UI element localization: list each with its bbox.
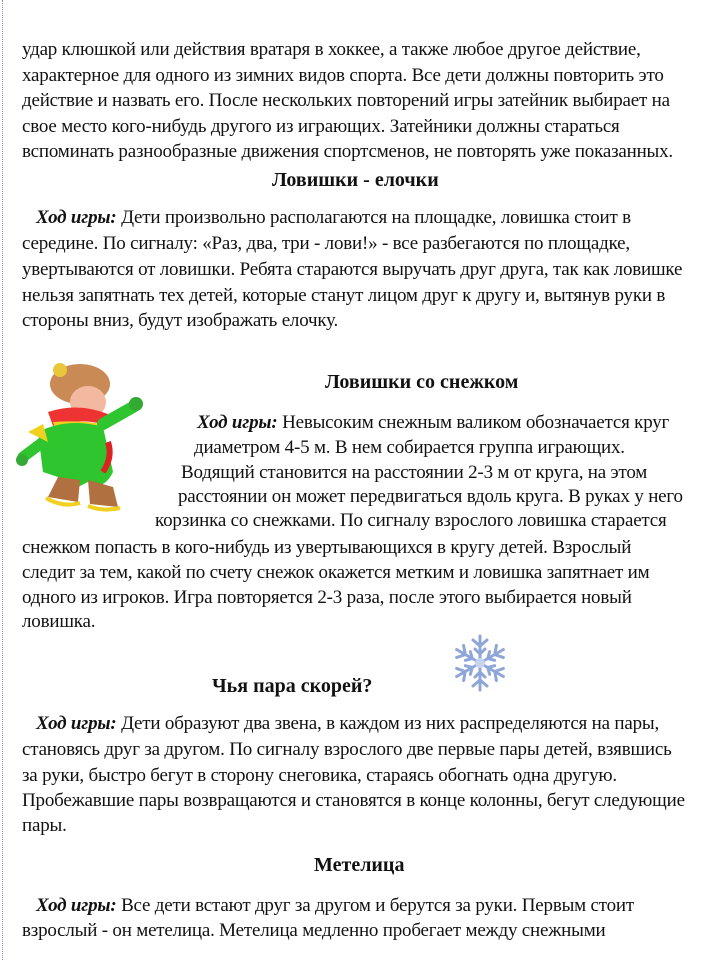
text-line: свое место кого-нибудь другого из играющих. Затейники должны стараться [22,116,620,137]
text-line: пары. [22,815,67,836]
move-label: Ход игры: [36,895,117,916]
text-line: вспоминать разнообразные движения спортсменов, не повторять уже показанных. [22,141,673,162]
text-line: характерное для одного из зимних видов спорта. Все дети должны повторить это [22,65,664,86]
text-line: стороны вниз, будут изображать елочку. [22,310,339,331]
text-line: Водящий становится на расстоянии 2-3 м от круга, на этом [181,462,648,483]
move-label: Ход игры: [197,412,278,433]
text-line [36,712,659,736]
text-line: корзинка со снежками. По сигналу взрослого ловишка старается [155,510,667,531]
move-label: Ход игры: [36,713,117,734]
game-title: Ловишки со снежком [325,371,519,393]
page-margin-border [2,0,3,960]
boy-illustration [8,362,148,522]
text-line: одного из игроков. Игра повторяется 2-3 раза, после этого выбирается новый [22,587,632,608]
text-line: становясь друг за другом. По сигналу взрослого две первые пары детей, взявшись [22,739,672,760]
text-line: удар клюшкой или действия вратаря в хоккее, а также любое другое действие, [22,39,641,60]
text-line: за руки, быстро бегут в сторону снеговика, стараясь обогнать одна другую. [22,765,617,786]
text-line [197,411,669,435]
text-line [36,894,634,918]
text-line: увертываются от ловишки. Ребята стараются выручать друг друга, так как ловишке [22,259,683,280]
snowflake-icon [452,632,508,694]
game-title: Метелица [314,854,405,876]
text: Все дети встают друг за другом и берутся за руки. Первым стоит [116,895,634,916]
text: Невысоким снежным валиком обозначается круг [277,412,670,433]
game-title: Чья пара скорей? [212,675,373,697]
text-line: взрослый - он метелица. Метелица медленно пробегает между снежными [22,920,606,941]
text-line: снежком попасть в кого-нибудь из увертывающихся в кругу детей. Взрослый [22,537,632,558]
text-line: диаметром 4-5 м. В нем собирается группа играющих. [194,437,625,458]
game-title: Ловишки - елочки [272,169,439,191]
text-line: действие и назвать его. После нескольких повторений игры затейник выбирает на [22,90,670,111]
text-line [36,206,631,230]
text-line: нельзя запятнать тех детей, которые станут лицом друг к другу и, вытянув руки в [22,285,666,306]
text-line: ловишка. [22,611,96,632]
text-line: расстоянии он может передвигаться вдоль круга. В руках у него [178,486,683,507]
text: Дети произвольно располагаются на площадке, ловишка стоит в [116,207,631,228]
move-label: Ход игры: [36,207,117,228]
text-line: Пробежавшие пары возвращаются и становятся в конце колонны, бегут следующие [22,790,685,811]
text-line: следит за тем, какой по счету снежок окажется метким и ловишка запятнает им [22,562,650,583]
text: Дети образуют два звена, в каждом из них распределяются на пары, [116,713,660,734]
text-line: середине. По сигналу: «Раз, два, три - лови!» - все разбегаются по площадке, [22,233,630,254]
